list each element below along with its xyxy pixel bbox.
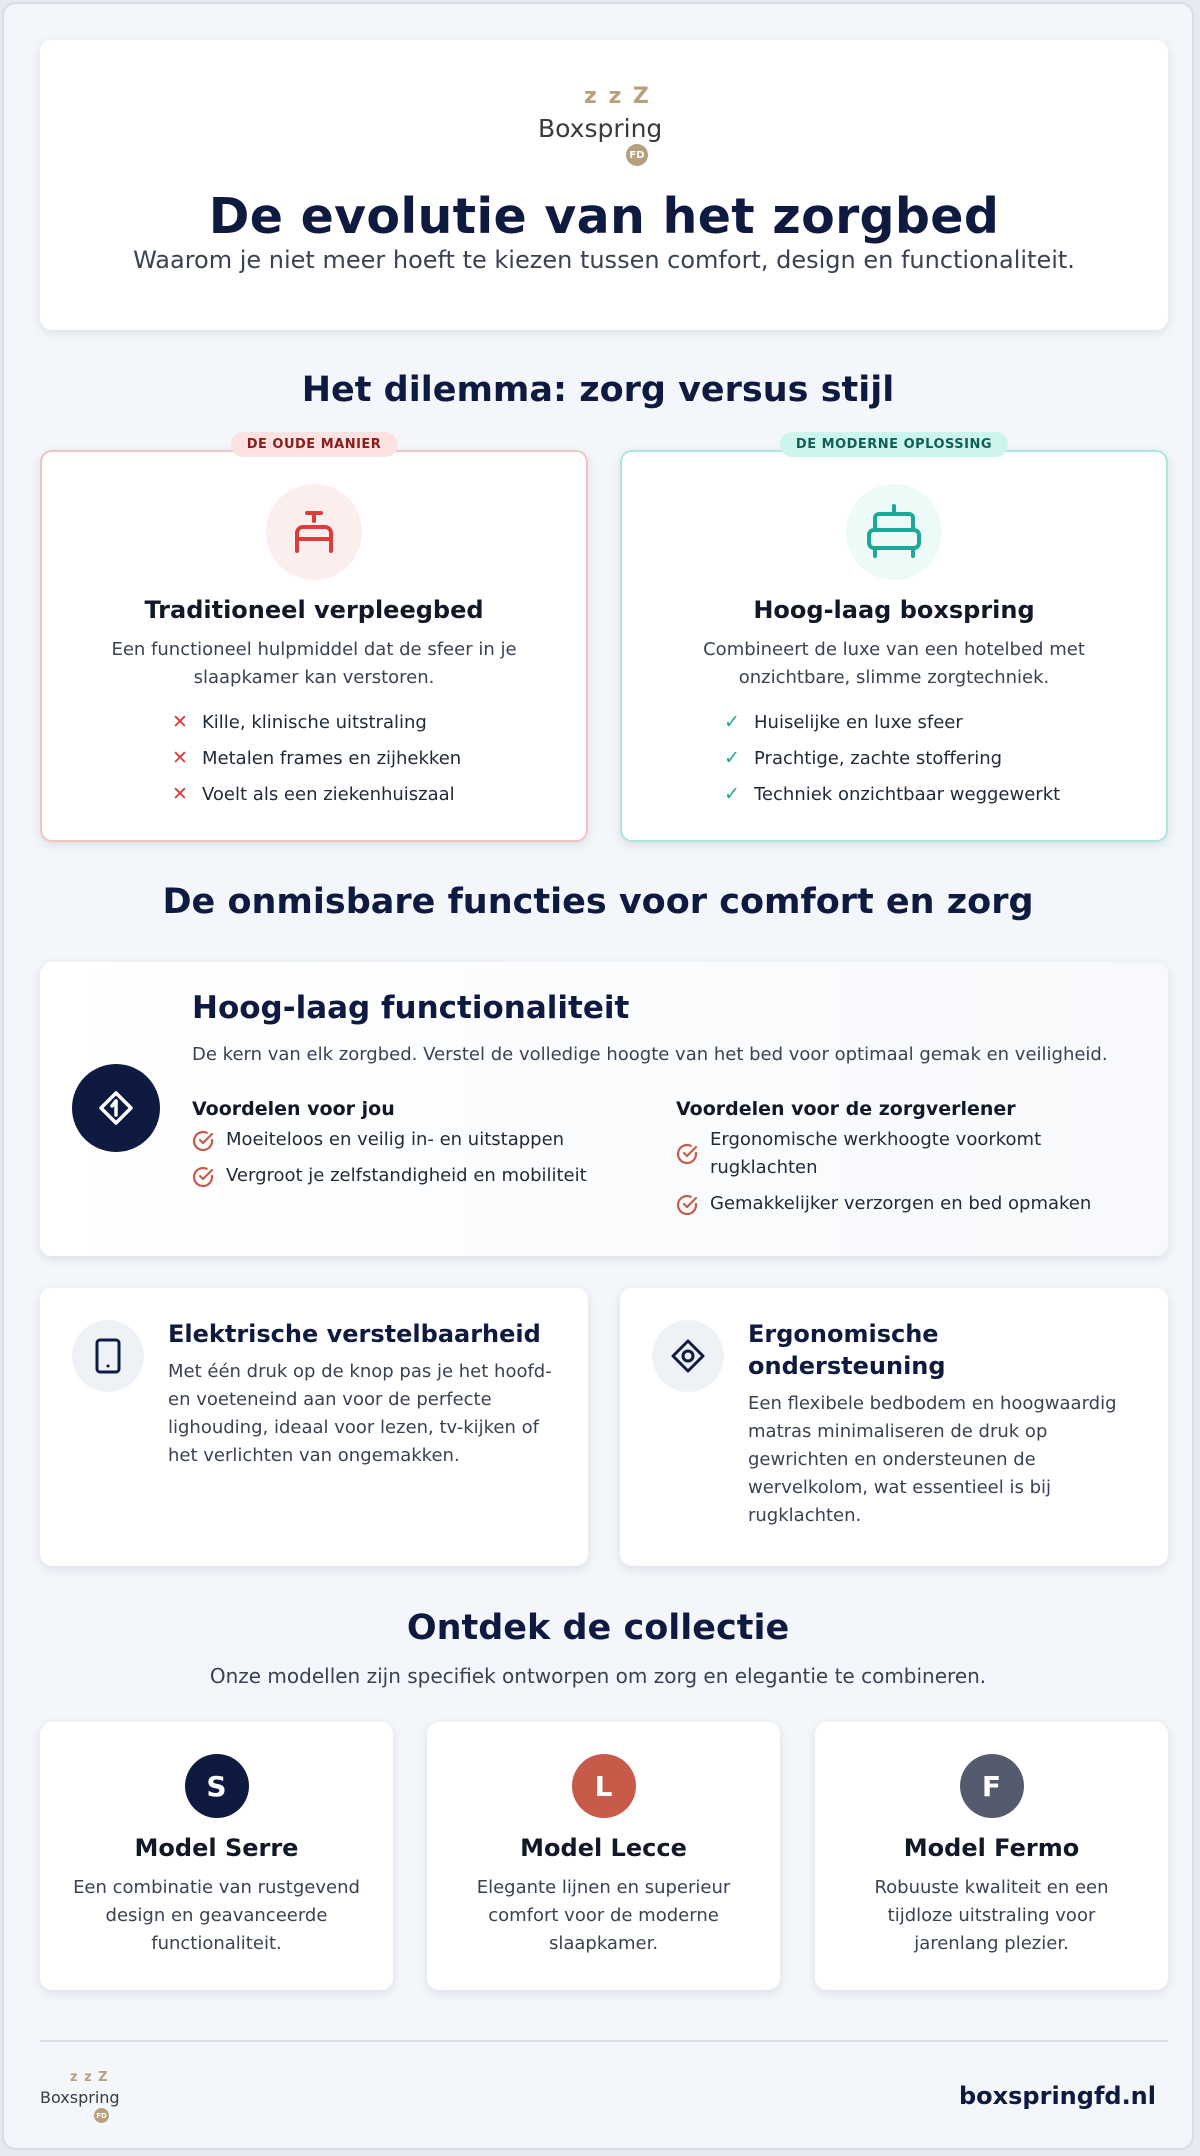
- model-card-serre[interactable]: [40, 1722, 393, 1990]
- old-way-card: [40, 437, 588, 842]
- list-item: Moeiteloos en veilig in- en uitstappen: [192, 1126, 662, 1154]
- model-initial-badge: F: [960, 1754, 1024, 1818]
- list-item: Vergroot je zelfstandigheid en mobiliteit: [192, 1162, 662, 1190]
- check-circle-icon: [192, 1130, 214, 1152]
- electric-feature-title: Elektrische verstelbaarheid: [168, 1320, 541, 1348]
- check-icon: ✓: [724, 747, 740, 769]
- cross-icon: ✕: [172, 747, 188, 769]
- height-feature-card: [40, 962, 1168, 1256]
- list-item: ✓ Techniek onzichtbaar weggewerkt: [722, 776, 1166, 812]
- list-item: ✓ Prachtige, zachte stoffering: [722, 740, 1166, 776]
- cross-icon: ✕: [172, 711, 188, 733]
- model-description: Robuuste kwaliteit en een tijdloze uitstraling voor jarenlang plezier.: [874, 1877, 1109, 1954]
- new-way-card: [620, 437, 1168, 842]
- check-icon: ✓: [724, 783, 740, 805]
- footer-logo[interactable]: [40, 2070, 130, 2126]
- ergonomic-feature-title: Ergonomische ondersteuning: [748, 1320, 946, 1380]
- height-feature-lead: De kern van elk zorgbed. Verstel de volledige hoogte van het bed voor optimaal gemak en veiligheid.: [192, 1044, 1108, 1065]
- model-card-lecce[interactable]: [427, 1722, 780, 1990]
- old-way-badge: DE OUDE MANIER: [231, 432, 398, 457]
- ergonomic-feature-card: [620, 1288, 1168, 1566]
- list-item: ✕ Metalen frames en zijhekken: [170, 740, 586, 776]
- website-link[interactable]: boxspringfd.nl: [959, 2082, 1156, 2110]
- list-item: ✕ Voelt als een ziekenhuiszaal: [170, 776, 586, 812]
- model-name: Model Fermo: [903, 1834, 1080, 1862]
- collection-subtitle: Onze modellen zijn specifiek ontworpen om zorg en elegantie te combineren.: [209, 1664, 987, 1688]
- page-subtitle: Waarom je niet meer hoeft te kiezen tussen comfort, design en functionaliteit.: [133, 246, 1075, 274]
- ergonomic-feature-text: Een flexibele bedbodem en hoogwaardig matras minimaliseren de druk op gewrichten en ondersteunen de wervelkolom, wat essentieel is bij rugklachten.: [748, 1393, 1117, 1526]
- list-item: Gemakkelijker verzorgen en bed opmaken: [676, 1190, 1116, 1218]
- model-initial-badge: S: [185, 1754, 249, 1818]
- functions-title: De onmisbare functies voor comfort en zorg: [162, 882, 1034, 922]
- list-item: ✓ Huiselijke en luxe sfeer: [722, 704, 1166, 740]
- benefits-you: [192, 1098, 662, 1198]
- logo-badge: FD: [626, 144, 648, 166]
- page: [2, 2, 1194, 2150]
- dilemma-title: Het dilemma: zorg versus stijl: [301, 370, 895, 410]
- check-circle-icon: [676, 1143, 698, 1165]
- logo-wordmark: Boxspring: [40, 2088, 120, 2107]
- new-way-list: [722, 704, 1166, 812]
- collection-title: Ontdek de collectie: [406, 1608, 790, 1648]
- logo-z: z z Z: [584, 84, 651, 109]
- logo-badge: FD: [94, 2108, 109, 2123]
- benefits-carer: [676, 1098, 1116, 1226]
- logo-wordmark: Boxspring: [538, 114, 663, 143]
- height-feature-title: Hoog-laag functionaliteit: [192, 990, 630, 1026]
- electric-feature-card: [40, 1288, 588, 1566]
- model-name: Model Lecce: [520, 1834, 687, 1862]
- list-item: Ergonomische werkhoogte voorkomt rugklachten: [676, 1126, 1116, 1182]
- list-item: ✕ Kille, klinische uitstraling: [170, 704, 586, 740]
- hero-card: [40, 40, 1168, 330]
- page-title: De evolutie van het zorgbed: [208, 188, 1000, 245]
- footer-divider: [40, 2040, 1168, 2042]
- new-way-title: Hoog-laag boxspring: [753, 596, 1035, 624]
- model-description: Een combinatie van rustgevend design en geavanceerde functionaliteit.: [73, 1877, 360, 1954]
- check-circle-icon: [676, 1194, 698, 1216]
- logo-z: z z Z: [70, 2070, 109, 2085]
- hospital-bed-icon: [266, 484, 362, 580]
- model-name: Model Serre: [134, 1834, 299, 1862]
- height-adjust-icon: [72, 1064, 160, 1152]
- model-description: Elegante lijnen en superieur comfort voor de moderne slaapkamer.: [476, 1877, 731, 1954]
- old-way-description: Een functioneel hulpmiddel dat de sfeer in je slaapkamer kan verstoren.: [111, 639, 517, 688]
- benefits-you-title: Voordelen voor jou: [192, 1098, 395, 1120]
- cross-icon: ✕: [172, 783, 188, 805]
- old-way-title: Traditioneel verpleegbed: [144, 596, 484, 624]
- check-circle-icon: [192, 1166, 214, 1188]
- electric-feature-text: Met één druk op de knop pas je het hoofd- en voeteneind aan voor de perfecte lighouding, ideaal voor lezen, tv-kijken of het verlichten van ongemakken.: [168, 1361, 552, 1466]
- remote-control-icon: [72, 1320, 144, 1392]
- new-way-badge: DE MODERNE OPLOSSING: [780, 432, 1008, 457]
- old-way-list: [170, 704, 586, 812]
- check-icon: ✓: [724, 711, 740, 733]
- new-way-description: Combineert de luxe van een hotelbed met onzichtbare, slimme zorgtechniek.: [703, 639, 1085, 688]
- brand-logo[interactable]: [534, 84, 674, 170]
- support-icon: [652, 1320, 724, 1392]
- benefits-carer-title: Voordelen voor de zorgverlener: [676, 1098, 1016, 1120]
- model-initial-badge: L: [572, 1754, 636, 1818]
- bed-icon: [846, 484, 942, 580]
- model-card-fermo[interactable]: [815, 1722, 1168, 1990]
